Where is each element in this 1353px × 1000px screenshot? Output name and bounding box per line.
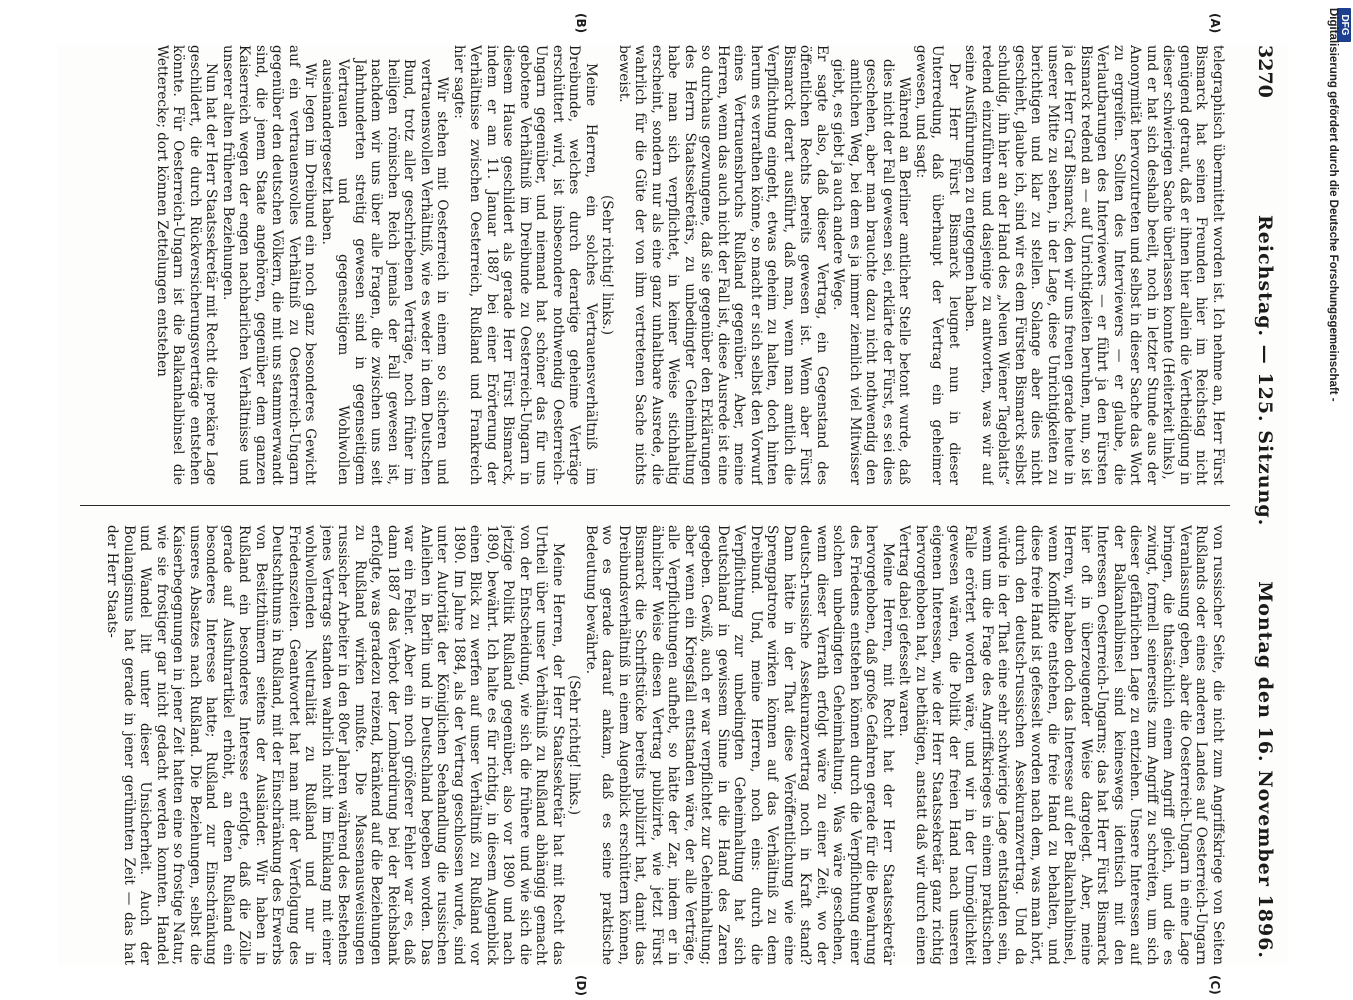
margin-marker-a: (A) (1208, 13, 1222, 34)
page-number: 3270 (1254, 45, 1276, 98)
paragraph: Er sagte also, daß dieser Vertrag, ein Gegenstand des öffentlichen Rechts bereits gewesen ist. Wenn aber Fürst Bismarck derart ausführt, daß man, wenn man amtlich die Verpflichtung eingeht, etwas geheim zu halten, doch hinten herum es verrathen könne, so macht er sich selbst den Vorwurf eines Vertrauensbruchs Rußland gegenüber. Aber, meine Herren, wenn das auch nicht der Fall ist, diese Ausrede ist eine so durchaus gezwungene, daß sie gegenüber den Erklärungen des Herrn Staatssekretärs, zu unbedingter Geheimhaltung habe man sich verpflichtet, in keiner Weise stichhaltig erscheint, sondern nur als eine ganz unhaltbare Ausrede, die wahrlich für die Güte der von ihm vertretenen Sache nichts beweist. (616, 45, 830, 485)
paragraph: Der Herr Fürst Bismarck leugnet nun in dieser Unterredung, daß überhaupt der Vertrag ein geheimer gewesen, und sagt: (913, 45, 962, 485)
credit-text: Digitalisierung gefördert durch die Deutsche Forschungsgemeinschaft - (1327, 8, 1339, 402)
paragraph: Meine Herren, der Herr Staatssekretär hat mit Recht das Urtheil über unser Verhältniß zu Rußland abhängig gemacht von der Entscheidung, wie sich die frühere und wie sich die jetzige Politik Rußland gegenüber, also vor 1890 und nach 1890, bewährt. Ich halte es für richtig, in diesem Augenblick einen Blick zu werfen auf unser Verhältniß zu Rußland vor 1890. Im Jahre 1884, als der Vertrag geschlossen wurde, sind unter Autorität der Königlichen Seehandlung die russischen Anleihen in Berlin und in Deutschland begeben worden. Das war ein Fehler. Aber ein noch größerer Fehler war es, daß dann 1887 das Verbot der Lombardirung bei der Reichsbank erfolgte, was geradezu reizend, kränkend auf die Beziehungen zu Rußland wirken mußte. Die Massenausweisungen russischer Arbeiter in den 80er Jahren während des Bestehens jenes Vertrags standen wahrlich nicht im Einklang mit einer wohlwollenden Neutralität zu Rußland und nur in Friedenszeiten. Geantwortet hat man mit der Verfolgung des Deutschthums in Rußland, mit der Einschränkung des Erwerbs von Besitzthümern seitens der Ausländer. Wir haben in Rußland ein besonderes Interesse erfolgte, daß die Zölle gerade auf Ausfuhrartikel erhöht, an denen Rußland ein besonderes Interesse hatte; Rußland zur Einschränkung unseres Absatzes nach Rußland. Die Beziehungen, selbst die Kaiserbegegnungen in jener Zeit hatten eine so frostige Natur, wie sie frostiger gar nicht gedacht werden konnten. Handel und Wandel litt unter dieser Unsicherheit. Auch der Boulangismus hat gerade in jener gerühmten Zeit — das hat der Herr Staats- (104, 525, 566, 965)
paragraph: von russischer Seite, die nicht zum Angriffskriege von Seiten Rußlands oder eines anderen Landes auf Oesterreich-Ungarn Veranlassung geben, aber die Oesterreich-Ungarn in eine Lage bringen, die thatsächlich einem Angriff gleich, und die es zwingt, formell seinerseits zum Angriff zu schreiten, um sich dieser gefährlichen Lage zu entziehen. Unsere Interessen auf der Balkanhalbinsel sind keineswegs identisch mit den Interessen Oesterreich-Ungarns; das hat Herr Fürst Bismarck hier oft in überzeugender Weise dargelegt. Aber, meine Herren, wir haben doch das Interesse auf der Balkanhalbinsel, wenn Konflikte entstehen, die freie Hand zu behalten, und diese freie Hand ist gefesselt worden nach dem, was man hört, durch den deutsch-russischen Assekuranzvertrag. Und da würde in der That eine sehr schwierige Lage entstanden sein, wenn um die Frage des Angriffskrieges in einem praktischen Falle erörtert worden wäre, und wir in der Unmöglichkeit gewesen wären, die Politik der freien Hand nach unseren eigenen Interessen, wie der Herr Staatssekretär ganz richtig hervorgehoben hat, zu bethätigen, anstatt daß wir durch einen Vertrag dabei gefesselt waren. (896, 525, 1226, 965)
paragraph: und er hat sich deshalb beeilt, noch in letzter Stunde aus der Anonymität hervorzutreten und selbst in dieser Sache das Wort zu ergreifen. Sollten des Interviewers — er glaube, die Verlautbarungen des Interviewers — er führt ja den Fürsten Bismarck redend an — auf Unrichtigkeiten beruhen, nun, so ist ja der Herr Graf Bismarck, den wir uns freuen gerade heute in unserer Mitte zu sehen, in der Lage, diese Unrichtigkeiten zu berichtigen und klar zu stellen. Solange aber dies nicht geschieht, glaube ich, sind wir es dem Fürsten Bismarck selbst schuldig, ihn hier an der Hand des „Neuen Wiener Tageblatts“ redend einzuführen und dasjenige zu antworten, was wir auf seine Ausführungen zu entgegnen haben. (962, 45, 1160, 485)
page-header (1236, 45, 1288, 965)
paragraph: Meine Herren, mit Recht hat der Herr Staatssekretär hervorgehoben, daß große Gefahren gerade für die Bewahrung des Friedens entstehen können durch die Verpflichtung einer solchen unbedingten Geheimhaltung. Was wäre geschehen, wenn dieser Verrath erfolgt wäre zu einer Zeit, wo der deutsch-russische Assekuranzvertrag noch in Kraft stand? Dann hätte in der That diese Veröffentlichung wie eine Sprengpatrone wirken können auf das Verhältniß zu dem Dreibund. Und, meine Herren, noch eins: durch die Verpflichtung zur unbedingten Geheimhaltung hat sich Deutschland in gewissem Sinne in die Hand des Zaren gegeben. Gewiß, auch er war verpflichtet zur Geheimhaltung; aber wenn ein Kriegsfall entstanden wäre, der alle Verträge, alle Verpflichtungen aufhebt, so hätte der Zar, indem er in ähnlicher Weise diesen Vertrag publizirte, wie jetzt Fürst Bismarck die Schriftstücke bereits publizirt hat, damit das Dreibundsverhältniß in einem Augenblick erschüttern können, wo es gerade darauf ankam, daß es seine praktische Bedeutung bewährte. (583, 525, 896, 965)
interjection: (Sehr richtig! links.) (566, 674, 583, 816)
paragraph: Wir legen im Dreibund ein noch ganz besonderes Gewicht auf ein vertrauensvolles Verhältniß zu Oesterreich-Ungarn gegenüber den deutschen Völkern, die mit uns stammverwandt sind, die jenem Staate angehören, gegenüber dem ganzen Kaiserreich wegen der engen nachbarlichen Verhältnisse und unserer alten früheren Beziehungen. (220, 45, 319, 485)
paragraph: Nun hat der Herr Staatssekretär mit Recht die prekäre Lage geschildert, die durch Rückversicherungsverträge entstehen könnte. Für Oesterreich-Ungarn ist die Balkanhalbinsel die Wetterecke; dort können Zettelungen entstehen (154, 45, 220, 485)
left-column (86, 45, 1226, 485)
column-divider (80, 505, 1230, 506)
quotation: Während an Berliner amtlicher Stelle betont wurde, daß dies nicht der Fall gewesen sei, erklärte der Fürst, es sei dies geschehen, aber man brauchte dazu nicht nothwendig den amtlichen Weg, bei dem es ja immer ziemlich viel Mitwisser giebt, es giebt ja auch andere Wege. (830, 59, 913, 485)
margin-marker-c: (C) (1208, 975, 1222, 995)
dfg-logo-text: DFG (1339, 14, 1350, 36)
digitization-credit (1318, 8, 1348, 998)
paragraph: telegraphisch übermittelt worden ist. Ich nehme an, Herr Fürst Bismarck hat seinen Freunden hier im Reichstag nicht genügend getraut, daß er ihnen hier allein die Vertheidigung in dieser schwierigen Sache überlassen konnte (Heiterkeit links), (1160, 45, 1226, 485)
interjection: (Sehr richtig! links.) (599, 194, 616, 336)
margin-marker-d: (D) (574, 975, 588, 996)
newspaper-page (58, 13, 1288, 996)
running-title: Reichstag. — 125. Sitzung. (1254, 215, 1276, 527)
session-date: Montag den 16. November 1896. (1254, 581, 1276, 959)
quotation: Wir stehen mit Oesterreich in einem so sicheren und vertrauensvollen Verhältniß, wie es weder in dem Deutschen Bund, trotz aller geschriebenen Verträge, noch früher im heiligen römischen Reich jemals der Fall gewesen ist, nachdem wir uns über alle Fragen, die zwischen uns seit Jahrhunderten streitig gewesen sind in gegenseitigem Vertrauen und gegenseitigem Wohlwollen auseinandergesetzt haben. (319, 59, 451, 485)
margin-marker-b: (B) (574, 13, 588, 34)
paragraph: Meine Herren, ein solches Vertrauensverhältniß im Dreibunde, welches durch derartige geheime Verträge erschüttert wird, ist insbesondere nothwendig Oesterreich-Ungarn gegenüber, und niemand hat schöner das für uns gebotene Verhältniß im Dreibunde zu Oesterreich-Ungarn in diesem Hause geschildert als gerade Herr Fürst Bismarck, indem er am 11. Januar 1887 bei einer Erörterung der Verhältnisse zwischen Oesterreich, Rußland und Frankreich hier sagte: (451, 45, 599, 485)
right-column (86, 525, 1226, 965)
